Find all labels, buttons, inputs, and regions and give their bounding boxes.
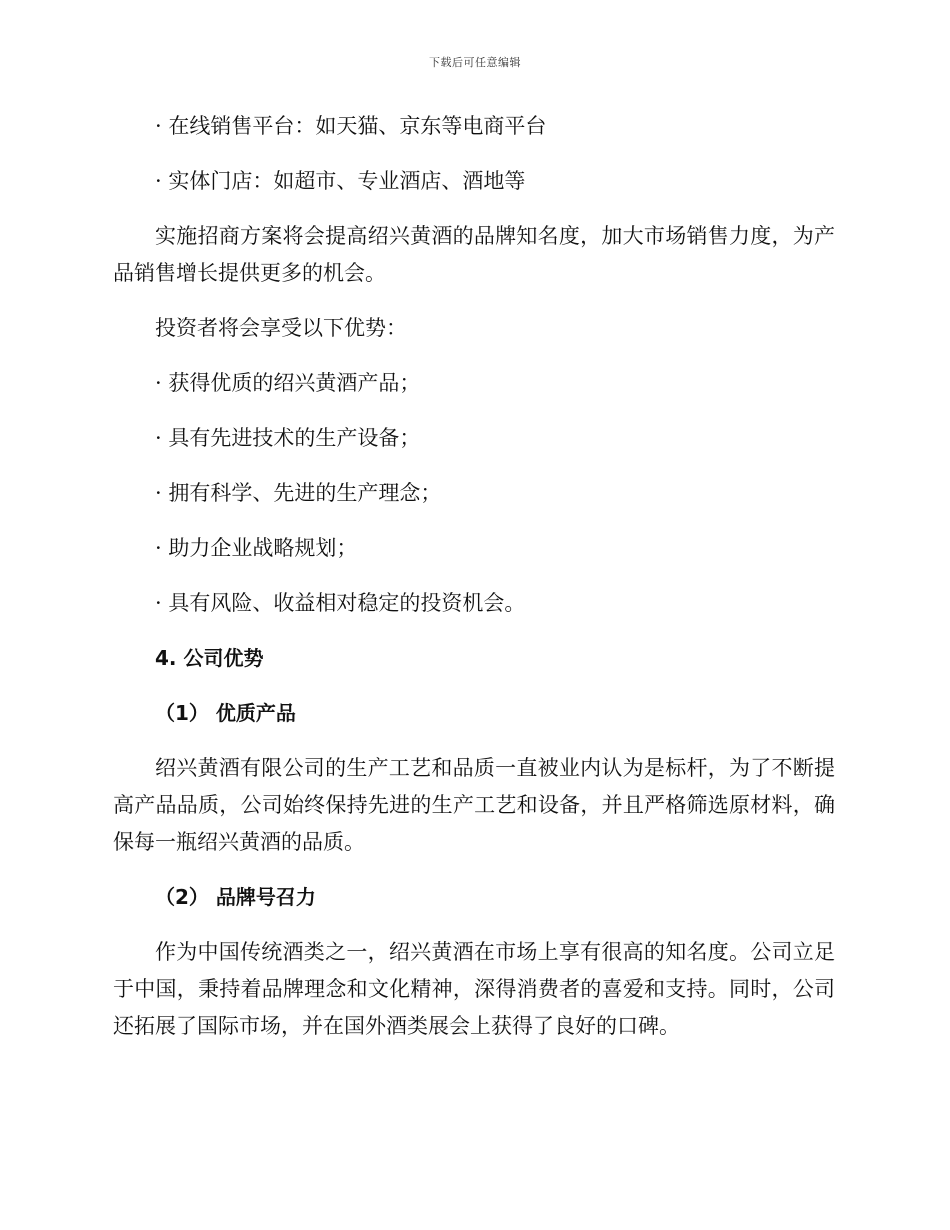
section-heading-company-advantages: 4. 公司优势	[155, 646, 264, 670]
investor-intro: 投资者将会享受以下优势：	[155, 316, 407, 340]
advantage-item: · 具有先进技术的生产设备；	[155, 426, 421, 450]
paragraph-investment-plan: 实施招商方案将会提高绍兴黄酒的品牌知名度，加大市场销售力度，为产品销售增长提供更多的机会。	[113, 224, 835, 285]
bullet-online-sales: · 在线销售平台：如天猫、京东等电商平台	[155, 114, 547, 138]
advantage-item: · 拥有科学、先进的生产理念；	[155, 481, 442, 505]
subheading-brand-appeal: （2） 品牌号召力	[155, 885, 316, 909]
subheading-quality-products: （1） 优质产品	[155, 701, 296, 725]
paragraph-quality-products: 绍兴黄酒有限公司的生产工艺和品质一直被业内认为是标杆，为了不断提高产品品质，公司始终保持先进的生产工艺和设备，并且严格筛选原材料，确保每一瓶绍兴黄酒的品质。	[113, 756, 835, 854]
advantage-item: · 具有风险、收益相对稳定的投资机会。	[155, 591, 526, 615]
advantage-item: · 获得优质的绍兴黄酒产品；	[155, 371, 421, 395]
advantage-item: · 助力企业战略规划；	[155, 536, 358, 560]
paragraph-brand-appeal: 作为中国传统酒类之一，绍兴黄酒在市场上享有很高的知名度。公司立足于中国，秉持着品牌理念和文化精神，深得消费者的喜爱和支持。同时，公司还拓展了国际市场，并在国外酒类展会上获得了良好的口碑。	[113, 940, 835, 1038]
document-body	[113, 108, 835, 1063]
page-header: 下载后可任意编辑	[429, 56, 521, 69]
bullet-physical-stores: · 实体门店：如超市、专业酒店、酒地等	[155, 169, 526, 193]
